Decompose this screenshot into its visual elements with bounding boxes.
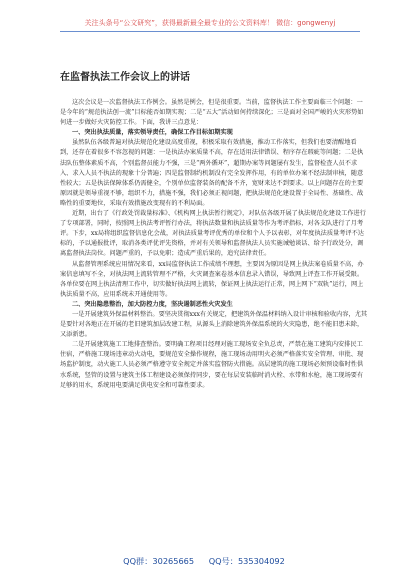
qq-number-label: QQ号：535304092	[208, 556, 285, 566]
paragraph: 二是开展建筑施工工地排查整治。要明确工程项目经理对施工现场安全负总责，严禁在施工建筑内安排民工住宿，严格施工现场违章动火动电，要规范安全操作规程，施工现场动用明火必须严格落实安全管理、审批、现场监护制度，动火施工人员必须严格遵守安全规定并落实监督防火措施。高层建筑的施工现场必须预设临时性供水系统，竖管的设置与建筑主体工程建设必须保持同步，要在每层安装临时消火栓、水带和水枪，施工现场要有足够的用水，系统用电要满足供电安全和可靠性要求。	[60, 341, 364, 389]
top-banner	[60, 18, 360, 32]
page-title: 在监督执法工作会议上的讲话	[60, 72, 190, 83]
paragraph-intro: 这次会议是一次监督执法工作例会。虽然是例会，但是很重要。当前，监督执法工作主要面临三个问题：一是今年的“规范执法创一流”目标能否如期实现；二是“五大”活动如何持续深化；三是面对全国严峻的火灾形势如何进一步做好火灾防控工作。下面，我讲三点意见：	[60, 99, 364, 127]
footer-contact	[0, 556, 408, 567]
section-heading-2: 二、突出隐患整治，加大防控力度，坚决遏制恶性火灾发生	[72, 300, 233, 308]
paragraph: 虽然队伍各级普遍对执法规范化建设高度重视，积极采取有效措施，推动工作落实，但我们也要清醒地看到，还存在着很多不容忽视的问题：一是执法办案质量不高，存在适用法律错误、程序存在瑕疵等问题；二是执法队伍整体素质不高，个别监督员能力不强，三是“两外循环”，超期办案等问题屡有发生，监督检查人员不求入、求入人员不执法的现象十分普遍；四是监督制约机制没有完全发挥作用，有的单位办案不经法制审核，随意性较大；五是执法保障体系仍需健全，个别单位监督装备的配备不齐，宽财来达不到要求。以上问题存在的主要原因就是领导重视不够，组织不力，措施不强，我们必须正视问题，把执法规范化建设置于全局性、基础性、战略性的重要地位，采取有效措施改变现有的不利局面。	[60, 139, 364, 207]
banner-text: 关注头条号“公文研究”，获得最新最全最专业的公文资料库！ 微信：gongwenyj	[84, 19, 336, 27]
paragraph: 一是开展建筑外保温材料整治。要坚决贯彻xxx有关规定，把建筑外保温材料纳入设计审核和验收内容，尤其是要针对各地正在开展的老旧建筑加层改建工程，从源头上消除建筑外保温系统的火灾隐患，绝不能旧患未除，又添新患。	[60, 310, 368, 339]
section-heading-1: 一、突出执法质量，落实领导责任，确保工作目标如期实现	[72, 129, 233, 137]
paragraph: 从监督管理系统应用情况来看，xx局监督执法工作成绩不理想，主要因为原因是网上执法案卷质量不高，办案信息填写不全，对执法网上流转管理不严格，火灾调查案卷基本信息录入错误，导致网上评查工作开展受限。各单位要在网上执法清理工作中，切实做好执法网上流转，保证网上执法运行正常，网上网下“双轨”运行，网上执法质量不高，应用系统未开通使用等。	[60, 260, 364, 298]
document-body	[60, 98, 368, 391]
paragraph: 近期，出台了《行政处罚裁量标准》、《机构网上执法暂行规定》，对队伍各级开展了执法规范化建设工作进行了专项部署，同时，按照网上执法考评暂行办法，将执法数量和执法质量等作为考评指标，对各支队进行了月考评。下步，xx局将组织监督信息化会战，对执法质量考评优秀的单位和个人予以表彰，对年度执法质量考评不达标的，予以通报批评，取消各类评优评先资格，并对有关领导和监督执法人员实施诫勉谈话、给予行政处分，调离监督执法岗位。问题严重的，予以免职；造成严重后果的，追究法律责任。	[60, 210, 366, 258]
qq-group-label: QQ群：30265665	[123, 556, 195, 566]
